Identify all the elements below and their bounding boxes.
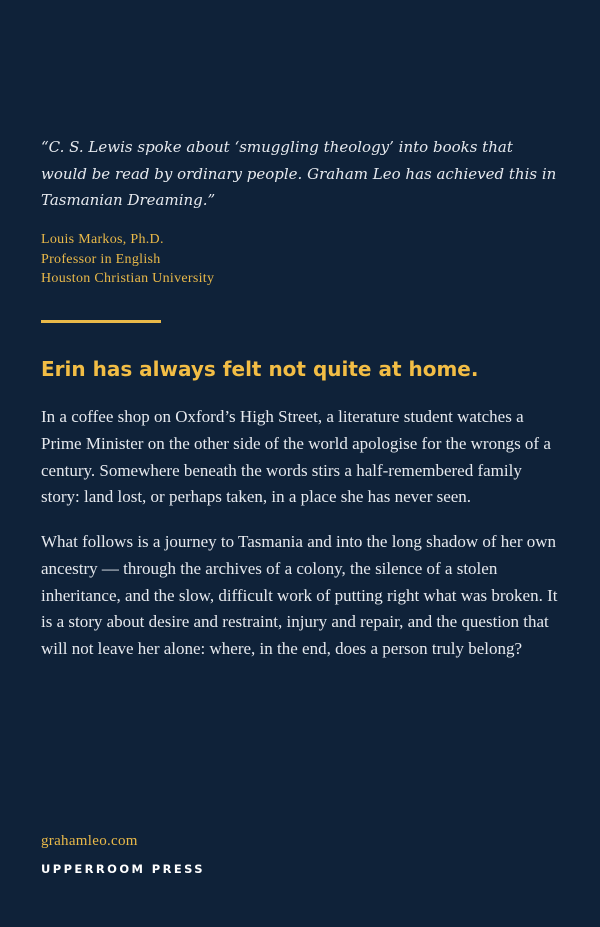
endorsement-attribution bbox=[41, 230, 214, 289]
blurb-paragraph-1: In a coffee shop on Oxford’s High Street, a literature student watches a Prime Minister on the other side of the world apologise for the wrongs of a century. Somewhere beneath the words stirs a half-remembered family story: land lost, or perhaps taken, in a place she has never seen. bbox=[41, 407, 551, 507]
endorser-name: Louis Markos, Ph.D. bbox=[41, 232, 164, 247]
endorser-title: Professor in English bbox=[41, 251, 161, 267]
blurb-paragraph-2: What follows is a journey to Tasmania and into the long shadow of her own ancestry — through the archives of a colony, the silence of a stolen inheritance, and the slow, difficult work of putting right what was broken. It is a story about desire and restraint, injury and repair, and the question that will not leave her alone: where, in the end, does a person truly belong? bbox=[41, 532, 558, 659]
endorsement-quote: “C. S. Lewis spoke about ‘smuggling theology’ into books that would be read by ordinary people. Graham Leo has achieved this in Tasmanian Dreaming.” bbox=[41, 138, 557, 209]
publisher-name: UPPERROOM PRESS bbox=[41, 862, 205, 876]
blurb-headline: Erin has always felt not quite at home. bbox=[41, 357, 479, 381]
endorser-institution: Houston Christian University bbox=[41, 271, 215, 286]
divider-rule bbox=[41, 320, 161, 323]
author-website: grahamleo.com bbox=[41, 833, 138, 849]
